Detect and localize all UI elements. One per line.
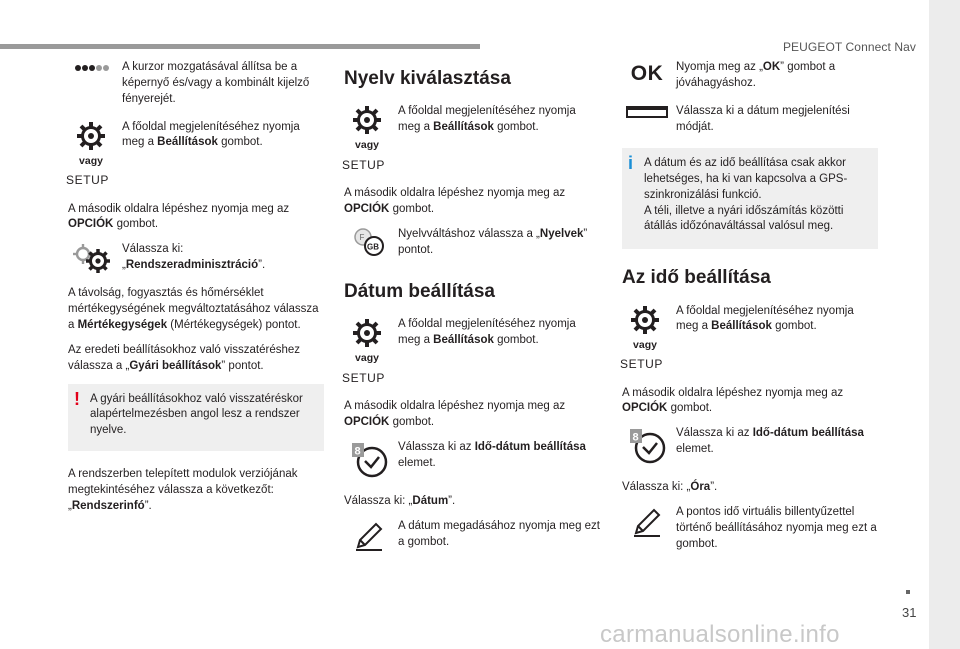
date-section-title: Dátum beállítása: [344, 280, 495, 302]
step-press-settings: [68, 120, 324, 192]
settings-gear-icon: [344, 317, 390, 386]
step-time-keyboard: [622, 505, 878, 553]
top-rule: [0, 44, 480, 49]
warning-note: [68, 384, 324, 452]
language-icon-f: F: [359, 232, 365, 242]
second-page-text: A második oldalra lépéshez nyomja meg az OPCIÓK gombot.: [68, 202, 290, 231]
brightness-slider-icon: [68, 60, 118, 74]
warning-icon: !: [74, 388, 80, 409]
clock-badge: 8: [632, 431, 639, 444]
time-pick-text: Válassza ki: „Óra”.: [622, 481, 718, 494]
step-date-format: [622, 104, 878, 138]
info-note: [622, 148, 878, 249]
or-label: vagy: [355, 352, 379, 365]
system-admin-text: Válassza ki: „Rendszeradminisztráció”.: [122, 243, 266, 272]
second-page-text: A második oldalra lépéshez nyomja meg az OPCIÓK gombot.: [344, 187, 566, 216]
info-note-text-1: A dátum és az idő beállítása csak akkor lehetséges, ha ki van kapcsolva a GPS-szinkronizálási funkció.: [644, 157, 848, 201]
setup-button-icon: SETUP: [620, 357, 664, 371]
clock-badge: 8: [354, 445, 361, 458]
step-date-keyboard: [344, 519, 600, 553]
languages-text: Nyelvváltáshoz válassza a „Nyelvek” pontot.: [398, 227, 588, 256]
press-settings-text: A főoldal megjelenítéséhez nyomja meg a Beállítások gombot.: [398, 318, 576, 347]
or-label: vagy: [633, 338, 657, 351]
setup-button-icon: SETUP: [342, 157, 386, 172]
press-ok-text: Nyomja meg az „OK” gombot a jóváhagyáshoz.: [676, 61, 836, 89]
language-section-title: Nyelv kiválasztása: [344, 68, 511, 89]
time-section-title: Az idő beállítása: [622, 267, 771, 289]
second-page-text: A második oldalra lépéshez nyomja meg az OPCIÓK gombot.: [344, 400, 566, 429]
language-icon-gb: GB: [367, 242, 379, 252]
column-left: [68, 60, 324, 524]
press-settings-text: A főoldal megjelenítéséhez nyomja meg a Beállítások gombot.: [122, 120, 300, 149]
page-marker: [906, 590, 910, 594]
clock-icon: [344, 440, 394, 480]
step-press-settings-date: [344, 317, 600, 389]
factory-reset-text: Az eredeti beállításokhoz való visszatéréshez válassza a „Gyári beállítások” pontot.: [68, 343, 301, 372]
settings-gear-icon: [68, 120, 114, 189]
step-languages: [344, 227, 600, 261]
language-icon: [344, 227, 394, 257]
setup-button-icon: SETUP: [342, 370, 386, 385]
or-label: vagy: [79, 154, 103, 167]
running-header: PEUGEOT Connect Nav: [782, 40, 916, 54]
step-press-ok: [622, 60, 878, 94]
datetime-settings-text: Válassza ki az Idő-dátum beállítása elemet.: [676, 427, 864, 456]
datetime-settings-text: Válassza ki az Idő-dátum beállítása elemet.: [398, 440, 586, 469]
modules-text: A rendszerben telepített modulok verziójának megtekintéséhez válassza a következőt: „Rendszerinfó”.: [68, 468, 298, 512]
info-note-text-2: A téli, illetve a nyári időszámítás közötti átállás időzónaváltással valósul meg.: [644, 204, 844, 233]
column-middle: [344, 60, 600, 563]
press-settings-text: A főoldal megjelenítéséhez nyomja meg a Beállítások gombot.: [676, 304, 854, 333]
info-icon: i: [628, 153, 634, 173]
edit-pencil-icon: [622, 505, 672, 539]
settings-gear-icon: [344, 104, 390, 173]
date-format-text: Válassza ki a dátum megjelenítési módját.: [676, 105, 850, 133]
date-pick-text: Válassza ki: „Dátum”.: [344, 494, 456, 507]
date-format-toggle-icon: [622, 104, 672, 120]
step-system-admin: [68, 242, 324, 276]
column-right: [622, 60, 878, 563]
clock-icon: [622, 426, 672, 466]
brightness-text: A kurzor mozgatásával állítsa be a képernyő és/vagy a kombinált kijelző fényerejét.: [122, 61, 310, 105]
step-datetime-settings: [344, 440, 600, 484]
settings-gear-icon: [622, 304, 668, 373]
ok-button-icon: OK: [630, 62, 664, 85]
edit-pencil-icon: [344, 519, 394, 553]
watermark: carmanualsonline.info: [600, 621, 840, 648]
units-text: A távolság, fogyasztás és hőmérséklet mértékegységének megváltoztatásához válassza a Mértékegységek (Mértékegységek) pontot.: [68, 287, 319, 332]
press-settings-text: A főoldal megjelenítéséhez nyomja meg a Beállítások gombot.: [398, 105, 576, 134]
step-datetime-settings: [622, 426, 878, 470]
warning-note-text: A gyári beállításokhoz való visszatéréskor alapértelmezésben angol lesz a rendszer nyelve.: [90, 392, 303, 437]
step-brightness: [68, 60, 324, 108]
second-page-text: A második oldalra lépéshez nyomja meg az OPCIÓK gombot.: [622, 386, 844, 415]
page-side-band: [929, 0, 960, 649]
step-press-settings-lang: [344, 104, 600, 176]
page-number: 31: [902, 605, 917, 620]
date-keyboard-text: A dátum megadásához nyomja meg ezt a gombot.: [398, 519, 601, 548]
time-keyboard-text: A pontos idő virtuális billentyűzettel történő beállításához nyomja meg ezt a gombot.: [676, 506, 877, 550]
system-settings-icon: [68, 242, 118, 276]
or-label: vagy: [355, 139, 379, 152]
setup-button-icon: SETUP: [66, 173, 110, 188]
step-press-settings-time: [622, 304, 878, 376]
